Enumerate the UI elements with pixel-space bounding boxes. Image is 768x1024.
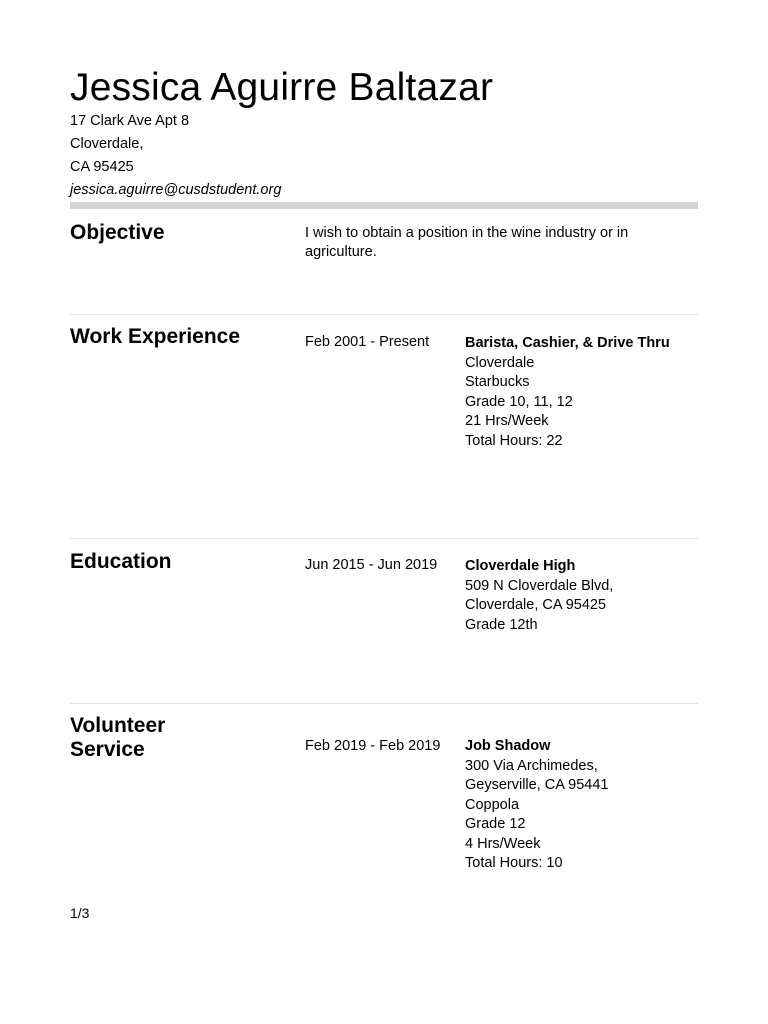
work-title: Barista, Cashier, & Drive Thru <box>465 335 670 351</box>
resume-name: Jessica Aguirre Baltazar <box>70 66 494 109</box>
education-dates: Jun 2015 - Jun 2019 <box>305 557 438 573</box>
work-detail-line: Total Hours: 22 <box>465 432 563 449</box>
education-detail-line: 509 N Cloverdale Blvd, <box>465 577 614 594</box>
section-divider <box>70 314 698 315</box>
address-line-1: 17 Clark Ave Apt 8 <box>70 113 190 129</box>
email-address[interactable]: jessica.aguirre@cusdstudent.org <box>70 182 282 198</box>
work-detail-line: Starbucks <box>465 374 530 390</box>
address-line-3: CA 95425 <box>70 159 134 175</box>
education-heading: Education <box>70 550 172 573</box>
education-detail-line: Cloverdale, CA 95425 <box>465 597 607 613</box>
volunteer-detail-line: Coppola <box>465 796 520 813</box>
address-line-2: Cloverdale, <box>70 136 144 152</box>
volunteer-title: Job Shadow <box>465 738 551 754</box>
volunteer-entry <box>465 737 685 874</box>
volunteer-detail-line: 300 Via Archimedes, <box>465 757 598 774</box>
education-detail-line: Grade 12th <box>465 616 538 633</box>
work-detail-line: Cloverdale <box>465 354 535 371</box>
volunteer-detail-line: Total Hours: 10 <box>465 855 563 871</box>
work-dates: Feb 2001 - Present <box>305 334 430 350</box>
page-number: 1/3 <box>70 905 90 921</box>
header-divider <box>70 202 698 209</box>
volunteer-detail-line: 4 Hrs/Week <box>465 835 541 852</box>
objective-heading: Objective <box>70 221 165 244</box>
volunteer-heading-line-2: Service <box>70 738 145 761</box>
work-detail-line: 21 Hrs/Week <box>465 413 549 429</box>
work-entry <box>465 334 685 451</box>
volunteer-heading-line-1: Volunteer <box>70 714 166 737</box>
education-title: Cloverdale High <box>465 558 576 574</box>
objective-text: I wish to obtain a position in the wine industry or in agriculture. <box>305 225 629 260</box>
work-experience-heading: Work Experience <box>70 325 241 348</box>
volunteer-detail-line: Geyserville, CA 95441 <box>465 777 609 793</box>
education-entry <box>465 557 685 635</box>
volunteer-heading <box>70 714 165 762</box>
section-divider <box>70 703 698 704</box>
volunteer-detail-line: Grade 12 <box>465 816 526 832</box>
volunteer-dates: Feb 2019 - Feb 2019 <box>305 738 441 754</box>
section-divider <box>70 538 698 539</box>
work-detail-line: Grade 10, 11, 12 <box>465 393 573 410</box>
